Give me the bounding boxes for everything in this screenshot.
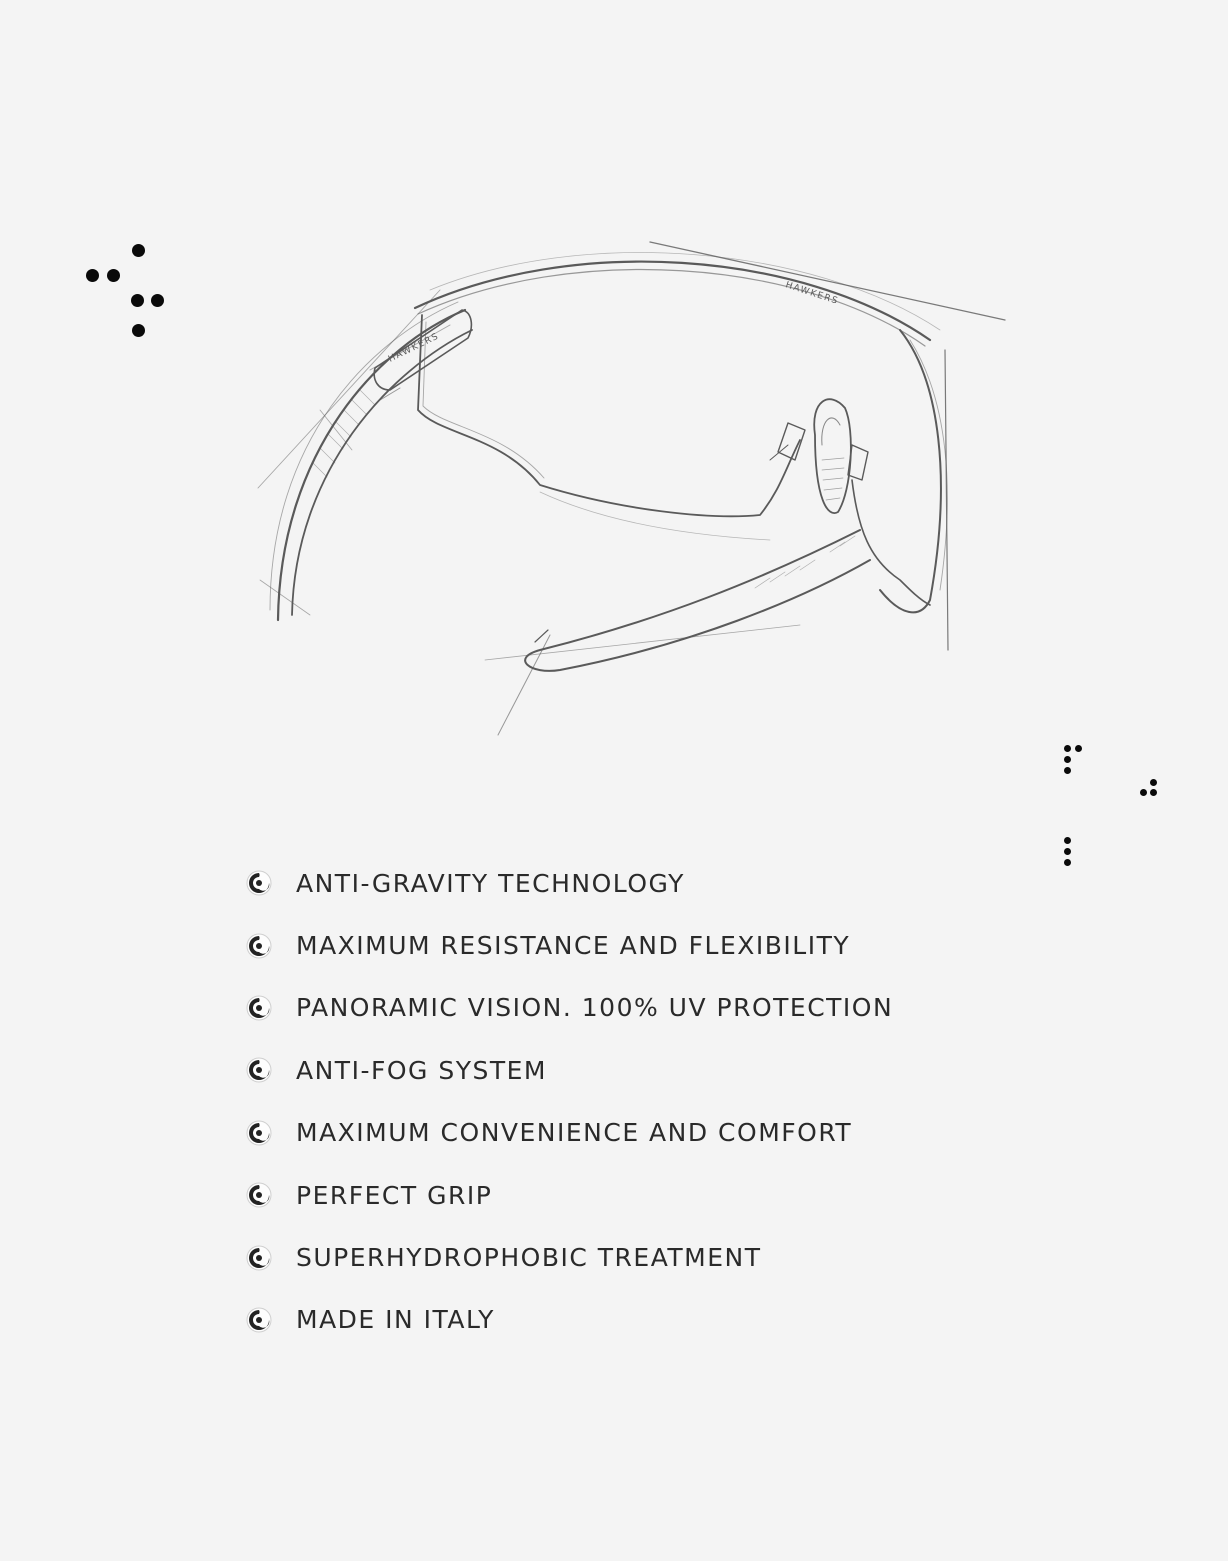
dot (1064, 848, 1071, 855)
sunglasses-sketch (240, 230, 1040, 750)
swirl-bullet-icon (246, 1120, 272, 1146)
swirl-bullet-icon (246, 1057, 272, 1083)
decorative-dots-right (1060, 740, 1160, 870)
feature-label: PERFECT GRIP (296, 1180, 493, 1210)
swirl-bullet-icon (246, 933, 272, 959)
feature-label: MAXIMUM RESISTANCE AND FLEXIBILITY (296, 931, 851, 961)
temple-brand-mark: HAWKERS (386, 331, 442, 365)
swirl-bullet-icon (246, 1307, 272, 1333)
feature-label: SUPERHYDROPHOBIC TREATMENT (296, 1243, 762, 1273)
feature-item (246, 914, 893, 976)
dot (1064, 837, 1071, 844)
dot (1064, 767, 1071, 774)
dot (86, 269, 99, 282)
feature-item (246, 1289, 893, 1351)
swirl-bullet-icon (246, 870, 272, 896)
feature-item (246, 852, 893, 914)
feature-item (246, 1164, 893, 1226)
dot (151, 294, 164, 307)
dot (1064, 859, 1071, 866)
feature-item (246, 1039, 893, 1101)
dot (132, 324, 145, 337)
decorative-dots-top-left (84, 240, 174, 340)
swirl-bullet-icon (246, 1182, 272, 1208)
swirl-bullet-icon (246, 995, 272, 1021)
feature-label: PANORAMIC VISION. 100% UV PROTECTION (296, 993, 894, 1023)
dot (132, 244, 145, 257)
dot (1064, 756, 1071, 763)
swirl-bullet-icon (246, 1245, 272, 1271)
dot (107, 269, 120, 282)
feature-label: ANTI-FOG SYSTEM (296, 1055, 547, 1085)
feature-item (246, 1102, 893, 1164)
feature-label: MAXIMUM CONVENIENCE AND COMFORT (296, 1118, 853, 1148)
dot (1140, 789, 1147, 796)
feature-item (246, 977, 893, 1039)
feature-item (246, 1226, 893, 1288)
dot (1075, 745, 1082, 752)
frame-brand-mark: HAWKERS (784, 280, 840, 307)
feature-list (246, 852, 893, 1351)
dot (131, 294, 144, 307)
dot (1064, 745, 1071, 752)
feature-label: MADE IN ITALY (296, 1305, 495, 1335)
dot (1150, 789, 1157, 796)
feature-label: ANTI-GRAVITY TECHNOLOGY (296, 868, 685, 898)
dot (1150, 779, 1157, 786)
